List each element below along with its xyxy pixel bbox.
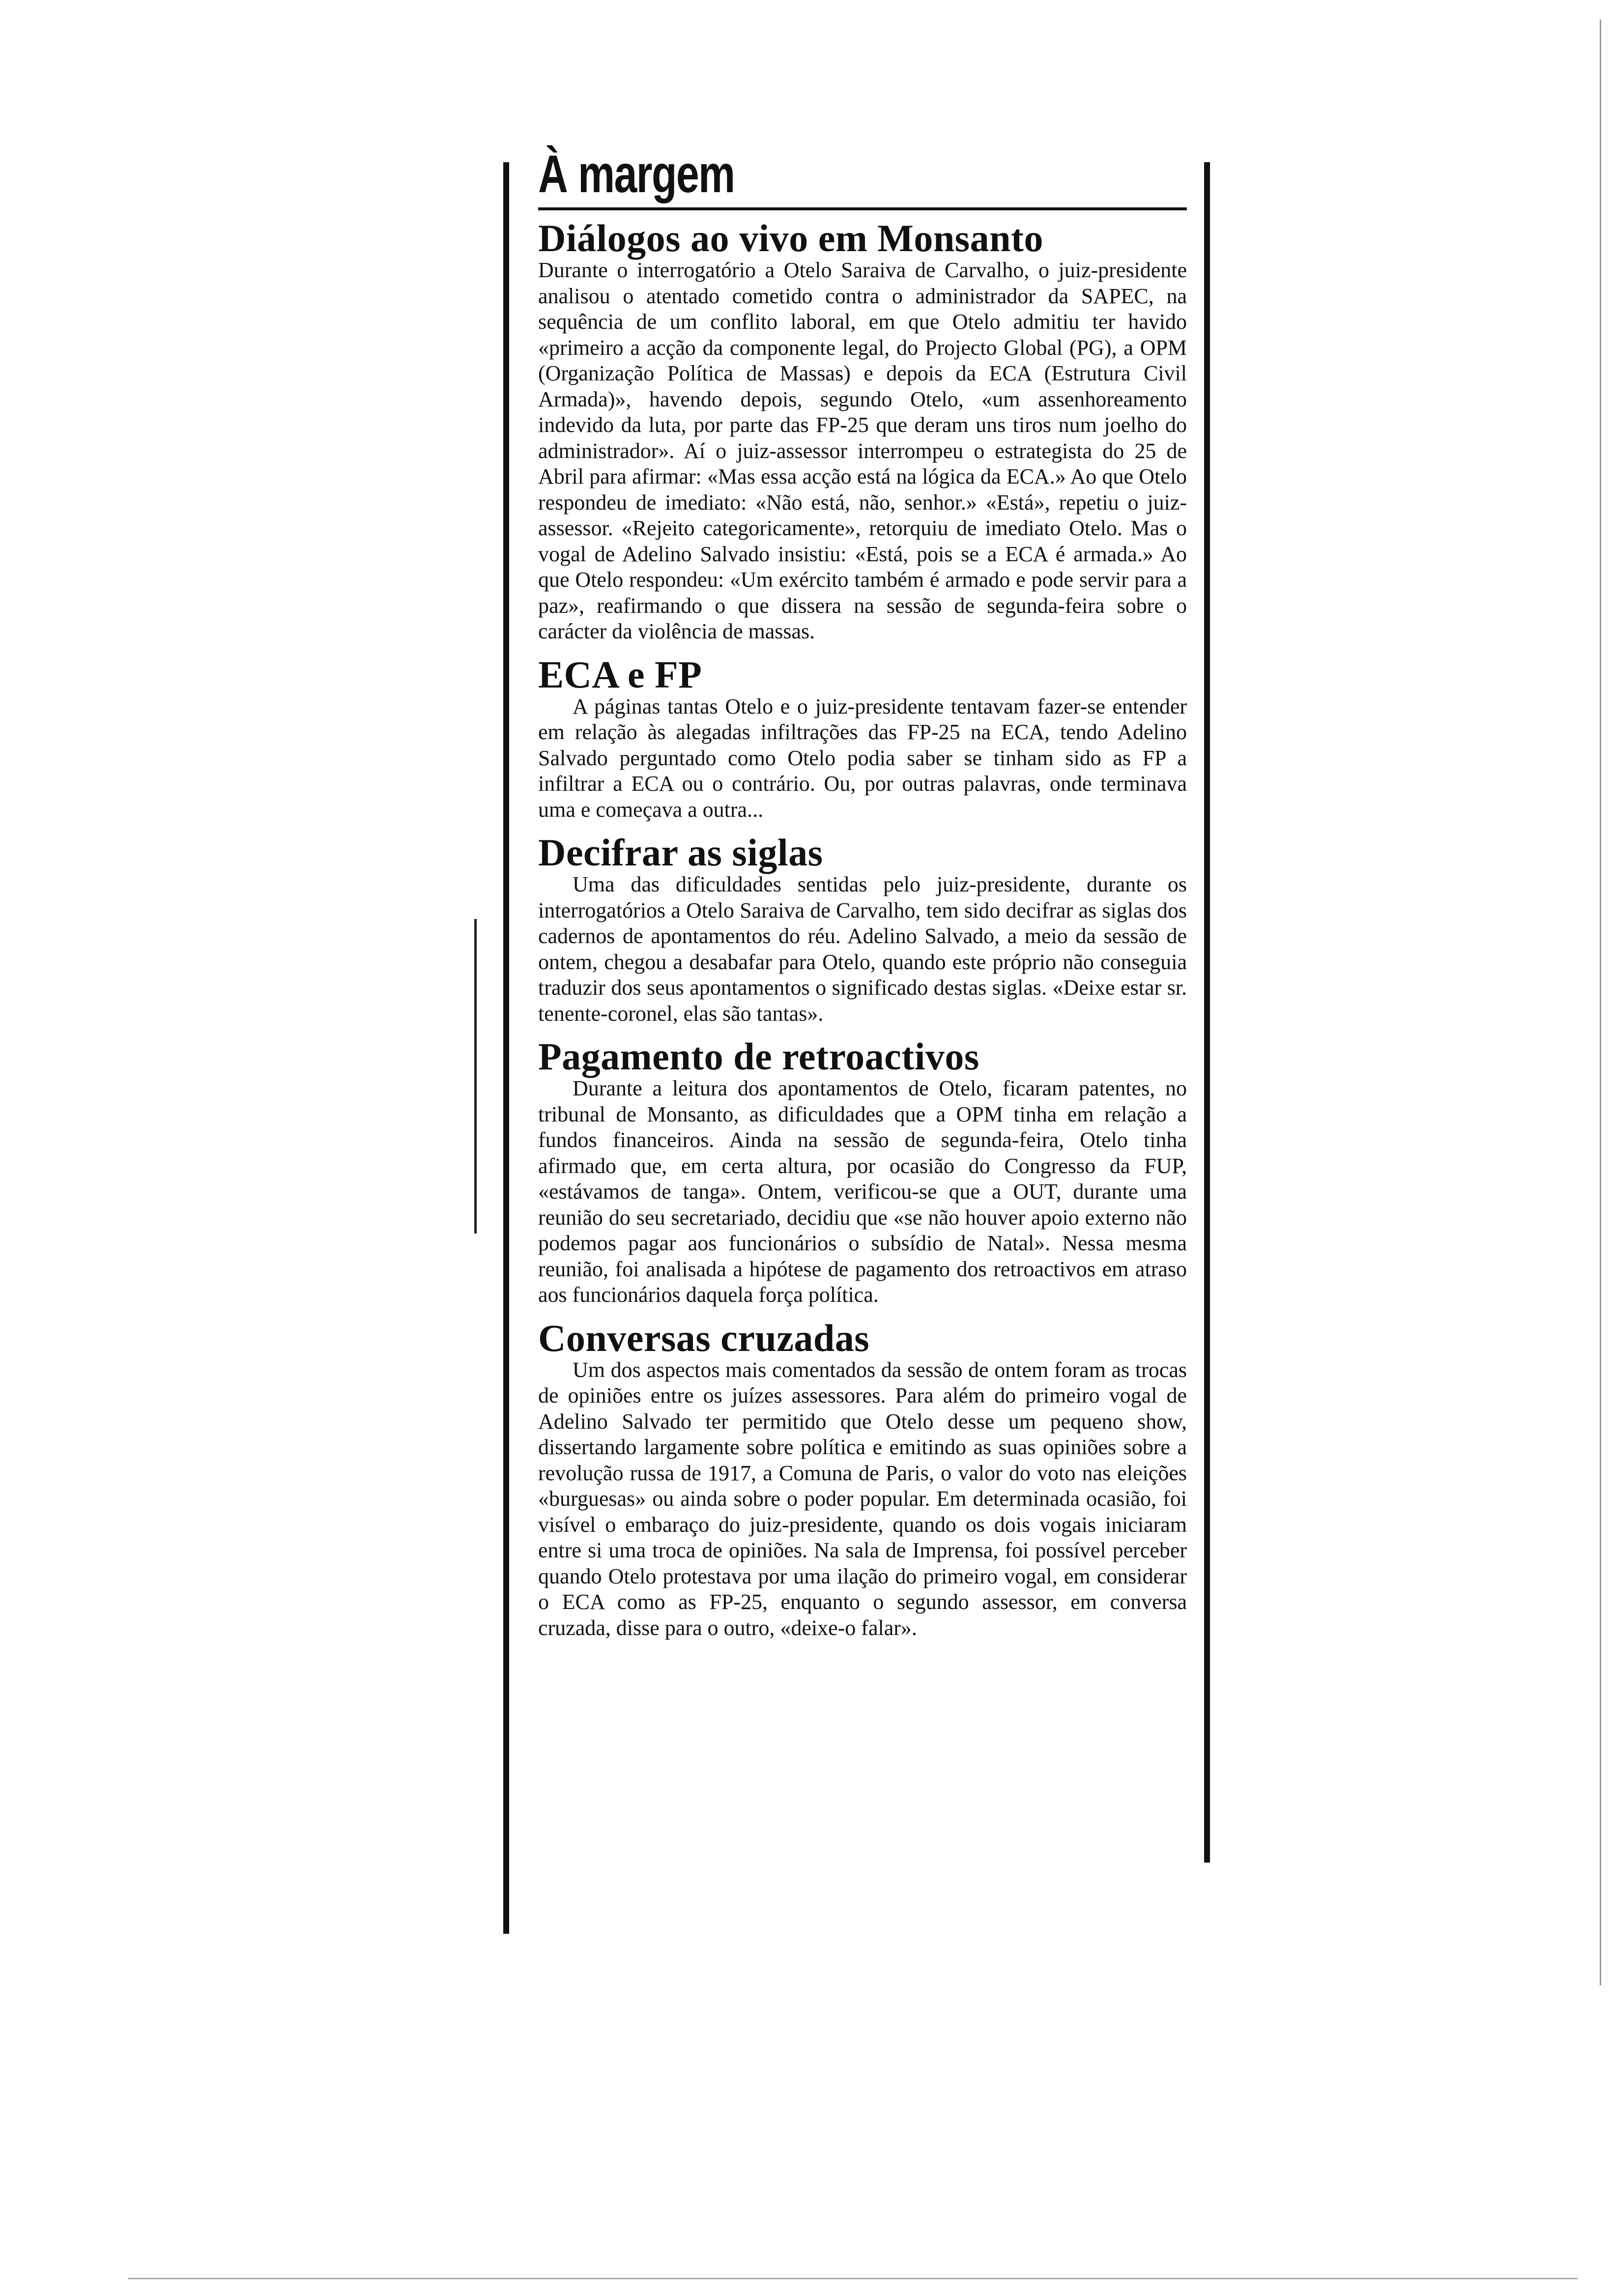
article-conversas-cruzadas — [538, 1316, 1187, 1641]
news-column — [538, 144, 1187, 1652]
section-title-rule — [538, 207, 1187, 210]
article-headline: Conversas cruzadas — [538, 1316, 870, 1359]
scan-margin-mark — [474, 919, 477, 1234]
article-dialogos — [538, 219, 1187, 645]
article-body: Um dos aspectos mais comentados da sessão de ontem foram as trocas de opiniões entre os juízes assessores. Para além do primeiro vogal de Adelino Salvado ter permitido que Otelo desse um pequeno show, dissertando largamente sobre política e emitindo as suas opiniões sobre a revolução russa de 1917, a Comuna de Paris, o valor do voto nas eleições «burguesas» ou ainda sobre o poder popular. Em determinada ocasião, foi visível o embaraço do juiz-presidente, quando os dois vogais iniciaram entre si uma troca de opiniões. Na sala de Imprensa, foi possível perceber quando Otelo protestava por uma ilação do primeiro vogal, em considerar o ECA como as FP-25, enquanto o segundo assessor, em conversa cruzada, disse para o outro, «deixe-o falar». — [538, 1357, 1187, 1640]
article-body: Durante a leitura dos apontamentos de Otelo, ficaram patentes, no tribunal de Monsanto, as dificuldades que a OPM tinha em relação a fundos financeiros. Ainda na sessão de segunda-feira, Otelo tinha afirmado que, em certa altura, por ocasião do Congresso da FUP, «estávamos de tanga». Ontem, verificou-se que a OUT, durante uma reunião do seu secretariado, decidiu que «se não houver apoio externo não podemos pagar aos funcionários o subsídio de Natal». Nessa mesma reunião, foi analisada a hipótese de pagamento dos retroactivos em atraso aos funcionários daquela força política. — [538, 1076, 1187, 1307]
article-eca-fp — [538, 653, 1187, 823]
article-body: A páginas tantas Otelo e o juiz-presidente tentavam fazer-se entender em relação às alegadas infiltrações das FP-25 na ECA, tendo Adelino Salvado perguntado como Otelo podia saber se tinham sido as FP a infiltrar a ECA ou o contrário. Ou, por outras palavras, onde terminava uma e começava a outra... — [538, 694, 1187, 822]
section-title: À margem — [538, 144, 735, 203]
article-headline: Diálogos ao vivo em Monsanto — [538, 217, 1043, 259]
article-headline: Decifrar as siglas — [538, 831, 823, 874]
column-left-rule — [503, 162, 509, 1934]
article-headline: Pagamento de retroactivos — [538, 1035, 979, 1078]
article-body: Durante o interrogatório a Otelo Saraiva de Carvalho, o juiz-presidente analisou o atentado cometido contra o administrador da SAPEC, na sequência de um conflito laboral, em que Otelo admitiu ter havido «primeiro a acção da componente legal, do Projecto Global (PG), a OPM (Organização Política de Massas) e depois da ECA (Estrutura Civil Armada)», havendo depois, segundo Otelo, «um assenhoreamento indevido da luta, por parte das FP-25 que deram uns tiros num joelho do administrador». Aí o juiz-assessor interrompeu o estrategista do 25 de Abril para afirmar: «Mas essa acção está na lógica da ECA.» Ao que Otelo respondeu de imediato: «Não está, não, senhor.» «Está», repetiu o juiz-assessor. «Rejeito categoricamente», retorquiu de imediato Otelo. Mas o vogal de Adelino Salvado insistiu: «Está, pois se a ECA é armada.» Ao que Otelo respondeu: «Um exército também é armado e pode servir para a paz», reafirmando o que dissera na sessão de segunda-feira sobre o carácter da violência de massas. — [538, 258, 1187, 643]
article-body: Uma das dificuldades sentidas pelo juiz-presidente, durante os interrogatórios a Otelo Saraiva de Carvalho, tem sido decifrar as siglas dos cadernos de apontamentos do réu. Adelino Salvado, a meio da sessão de ontem, chegou a desabafar para Otelo, quando este próprio não conseguia traduzir dos seus apontamentos o significado destas siglas. «Deixe estar sr. tenente-coronel, elas são tantas». — [538, 872, 1187, 1026]
article-headline: ECA e FP — [538, 653, 702, 696]
column-right-rule — [1204, 162, 1210, 1863]
article-pagamento-retroactivos — [538, 1037, 1187, 1308]
scan-margin-mark — [1600, 20, 1601, 1985]
scan-bottom-noise — [128, 2278, 1578, 2279]
article-decifrar-siglas — [538, 833, 1187, 1027]
